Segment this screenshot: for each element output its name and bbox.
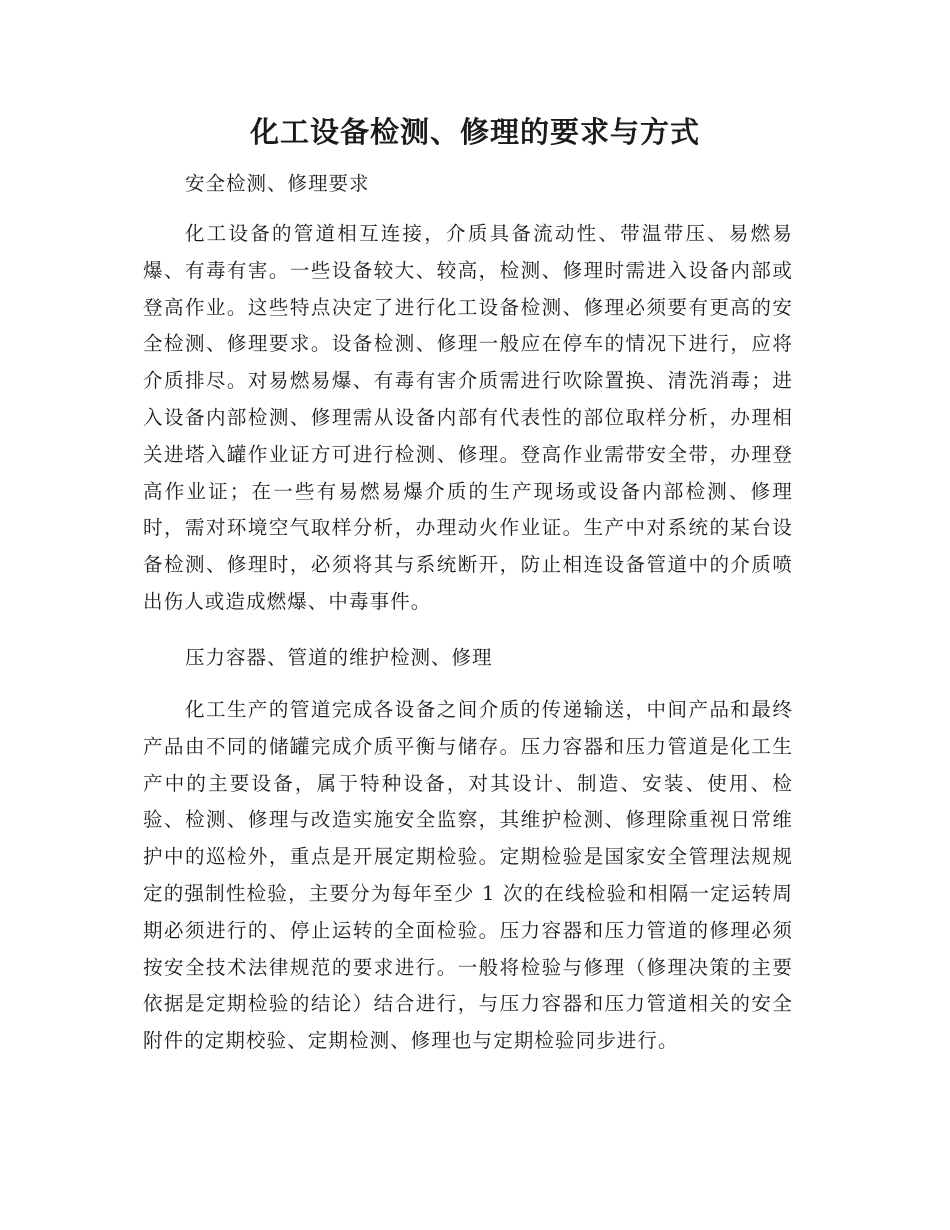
document-title: 化工设备检测、修理的要求与方式 bbox=[249, 115, 700, 149]
section-paragraph-pressure-vessels: 化工生产的管道完成各设备之间介质的传递输送，中间产品和最终产品由不同的储罐完成介质平衡与储存。压力容器和压力管道是化工生产中的主要设备，属于特种设备，对其设计、制造、安装、使用、检验、检测、修理与改造实施安全监察，其维护检测、修理除重视日常维护中的巡检外，重点是开展定期检验。定期检验是国家安全管理法规规定的强制性检验，主要分为每年至少 1 次的在线检验和相隔一定运转周期必须进行的、停止运转的全面检验。压力容器和压力管道的修理必须按安全技术法律规范的要求进行。一般将检验与修理（修理决策的主要依据是定期检验的结论）结合进行，与压力容器和压力管道相关的安全附件的定期校验、定期检测、修理也与定期检验同步进行。 bbox=[143, 698, 793, 1053]
section-heading-safety-requirements: 安全检测、修理要求 bbox=[185, 172, 370, 195]
section-paragraph-safety-requirements: 化工设备的管道相互连接，介质具备流动性、带温带压、易燃易爆、有毒有害。一些设备较大、较高，检测、修理时需进入设备内部或登高作业。这些特点决定了进行化工设备检测、修理必须要有更高的安全检测、修理要求。设备检测、修理一般应在停车的情况下进行，应将介质排尽。对易燃易爆、有毒有害介质需进行吹除置换、清洗消毒；进入设备内部检测、修理需从设备内部有代表性的部位取样分析，办理相关进塔入罐作业证方可进行检测、修理。登高作业需带安全带，办理登高作业证；在一些有易燃易爆介质的生产现场或设备内部检测、修理时，需对环境空气取样分析，办理动火作业证。生产中对系统的某台设备检测、修理时，必须将其与系统断开，防止相连设备管道中的介质喷出伤人或造成燃爆、中毒事件。 bbox=[143, 222, 793, 613]
section-heading-pressure-vessels: 压力容器、管道的维护检测、修理 bbox=[185, 646, 493, 669]
